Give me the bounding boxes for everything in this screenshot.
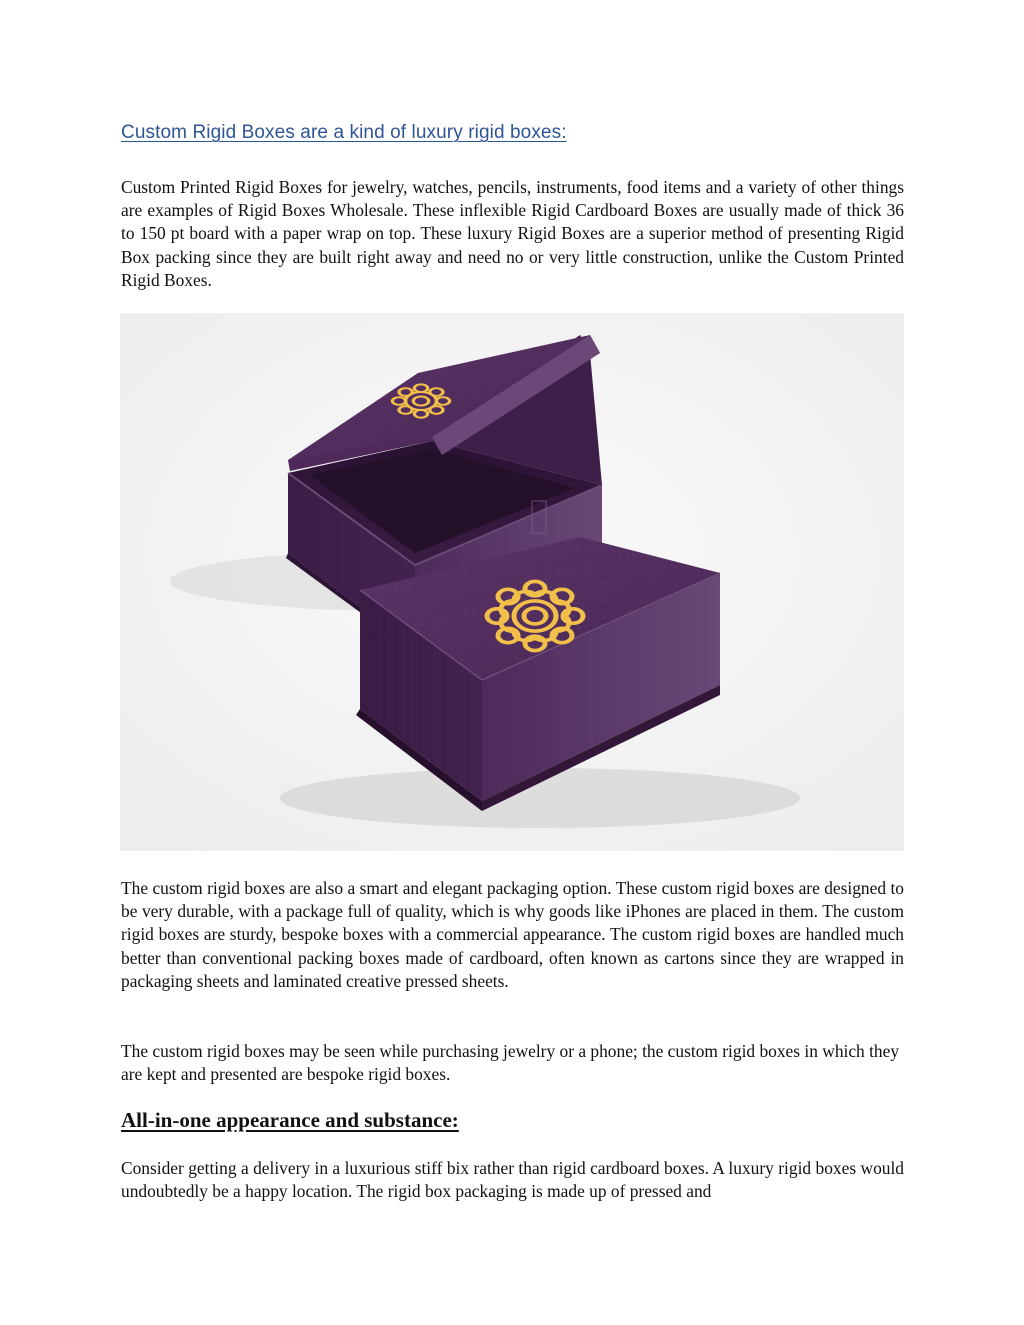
rigid-boxes-photo	[120, 313, 904, 851]
intro-paragraph: Custom Printed Rigid Boxes for jewelry, watches, pencils, instruments, food items and a variety of other things are examples of Rigid Boxes Wholesale. These inflexible Rigid Cardboard Boxes are usually made of thick 36 to 150 pt board with a paper wrap on top. These luxury Rigid Boxes are a superior method of presenting Rigid Box packing since they are built right away and need no or very little construction, unlike the Custom Printed Rigid Boxes.	[121, 177, 904, 290]
subsection-heading: All-in-one appearance and substance:	[121, 1108, 459, 1132]
delivery-paragraph: Consider getting a delivery in a luxurious stiff bix rather than rigid cardboard boxes. A luxury rigid boxes would undoubtedly be a happy location. The rigid box packaging is made up of pressed and	[121, 1158, 904, 1202]
purple-boxes-illustration	[120, 313, 904, 851]
section-heading: Custom Rigid Boxes are a kind of luxury rigid boxes:	[121, 122, 567, 143]
durability-paragraph: The custom rigid boxes are also a smart and elegant packaging option. These custom rigid boxes are designed to be very durable, with a package full of quality, which is why goods like iPhones are placed in them. The custom rigid boxes are sturdy, bespoke boxes with a commercial appearance. The custom rigid boxes are handled much better than conventional packing boxes made of cardboard, often known as cartons since they are wrapped in packaging sheets and laminated creative pressed sheets.	[121, 878, 904, 991]
usage-paragraph: The custom rigid boxes may be seen while purchasing jewelry or a phone; the custom rigid boxes in which they are kept and presented are bespoke rigid boxes.	[121, 1041, 900, 1085]
